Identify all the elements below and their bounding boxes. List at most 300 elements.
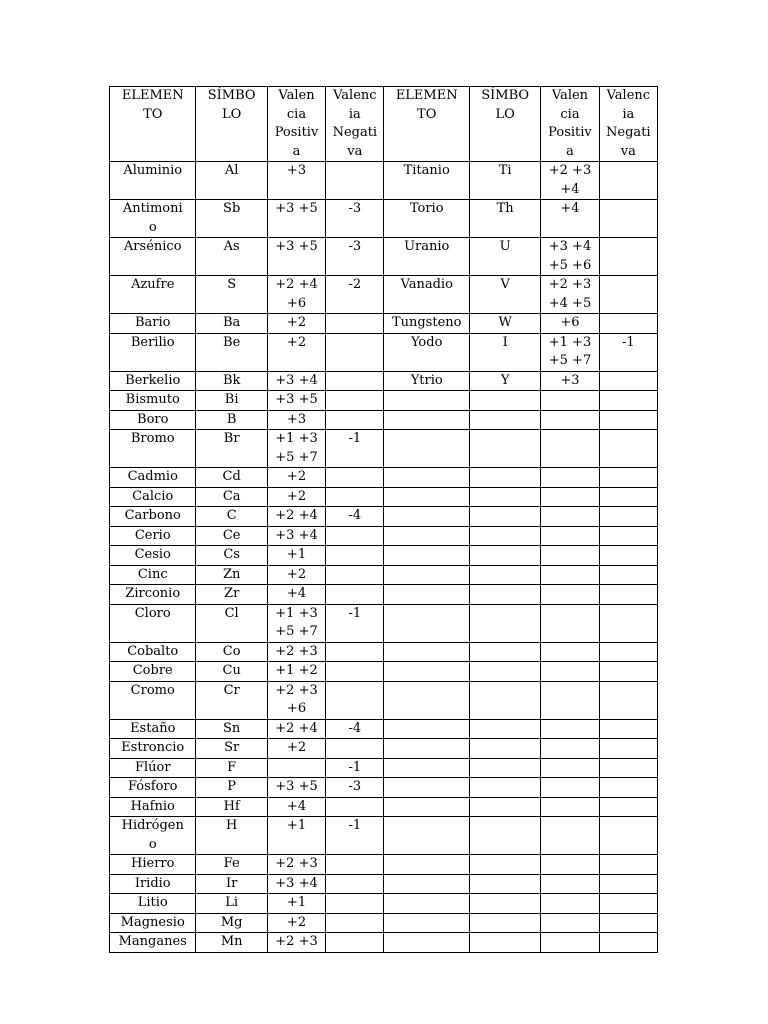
right-element-cell — [384, 778, 469, 798]
right-negative-valence-cell — [599, 526, 657, 546]
right-symbol-cell — [469, 507, 540, 527]
cell-text: Sn — [223, 720, 241, 736]
right-symbol-cell — [469, 604, 540, 642]
cell-text: Cd — [222, 469, 241, 484]
left-positive-valence-cell — [267, 526, 325, 546]
table-row — [110, 333, 658, 371]
right-positive-valence-cell — [541, 371, 599, 391]
left-symbol-cell — [196, 526, 267, 546]
right-positive-valence-cell — [541, 410, 599, 430]
header-negative-valence — [599, 87, 657, 162]
right-positive-valence-cell — [541, 933, 599, 953]
right-positive-valence-cell — [541, 526, 599, 546]
right-negative-valence-cell — [599, 855, 657, 875]
left-symbol-cell — [196, 817, 267, 855]
cell-text: TO — [143, 106, 163, 122]
left-symbol-cell — [196, 371, 267, 391]
left-element-cell — [110, 642, 196, 662]
cell-text: +2 +4 — [275, 277, 318, 292]
right-symbol-cell — [469, 913, 540, 933]
cell-text: Cadmio — [127, 469, 178, 484]
left-symbol-cell — [196, 778, 267, 798]
cell-text: Hafnio — [130, 798, 175, 814]
right-element-cell — [384, 430, 469, 468]
cell-text: Uranio — [404, 239, 450, 254]
left-positive-valence-cell — [267, 913, 325, 933]
cell-text: Y — [500, 372, 510, 388]
right-positive-valence-cell — [541, 681, 599, 719]
cell-text: +1 — [286, 547, 307, 562]
table-row — [110, 662, 658, 682]
table-row — [110, 933, 658, 953]
right-symbol-cell — [469, 758, 540, 778]
header-element — [110, 87, 196, 162]
right-positive-valence-cell — [541, 238, 599, 276]
left-element-cell — [110, 817, 196, 855]
right-positive-valence-cell — [541, 778, 599, 798]
cell-text: +6 — [286, 295, 307, 311]
cell-text: Antimoni — [122, 201, 183, 216]
left-negative-valence-cell — [326, 430, 384, 468]
cell-text: -1 — [348, 759, 362, 775]
left-positive-valence-cell — [267, 314, 325, 334]
table-row — [110, 681, 658, 719]
table-row — [110, 430, 658, 468]
right-element-cell — [384, 276, 469, 314]
cell-text: Positiv — [548, 125, 592, 140]
right-negative-valence-cell — [599, 933, 657, 953]
left-negative-valence-cell — [326, 719, 384, 739]
left-negative-valence-cell — [326, 276, 384, 314]
left-negative-valence-cell — [326, 410, 384, 430]
left-symbol-cell — [196, 333, 267, 371]
left-negative-valence-cell — [326, 894, 384, 914]
cell-text: +2 +3 — [275, 856, 318, 871]
left-negative-valence-cell — [326, 662, 384, 682]
cell-text: +2 +4 — [275, 508, 318, 523]
table-row — [110, 855, 658, 875]
cell-text: Hidrógen — [121, 818, 184, 833]
cell-text: +4 +5 — [548, 295, 592, 311]
cell-text: +6 — [560, 315, 580, 330]
cell-text: va — [620, 143, 636, 159]
cell-text: Negati — [332, 125, 378, 140]
cell-text: +2 — [286, 488, 307, 504]
left-positive-valence-cell — [267, 778, 325, 798]
left-positive-valence-cell — [267, 430, 325, 468]
right-element-cell — [384, 468, 469, 488]
left-negative-valence-cell — [326, 758, 384, 778]
cell-text: Cobalto — [127, 643, 179, 659]
cell-text: +5 +6 — [548, 257, 592, 273]
cell-text: Cesio — [134, 547, 171, 562]
cell-text: Iridio — [134, 875, 171, 891]
right-symbol-cell — [469, 894, 540, 914]
left-negative-valence-cell — [326, 507, 384, 527]
cell-text: H — [225, 818, 238, 833]
right-element-cell — [384, 797, 469, 817]
table-row — [110, 162, 658, 200]
cell-text: Ca — [222, 488, 241, 504]
table-row — [110, 642, 658, 662]
left-positive-valence-cell — [267, 894, 325, 914]
cell-text: Valen — [551, 88, 589, 103]
right-element-cell — [384, 391, 469, 411]
left-positive-valence-cell — [267, 642, 325, 662]
right-negative-valence-cell — [599, 778, 657, 798]
cell-text: +4 — [286, 586, 307, 601]
right-positive-valence-cell — [541, 719, 599, 739]
left-element-cell — [110, 758, 196, 778]
cell-text: Hierro — [131, 856, 175, 871]
cell-text: -3 — [348, 779, 362, 794]
cell-text: Aluminio — [123, 163, 183, 178]
left-positive-valence-cell — [267, 371, 325, 391]
left-positive-valence-cell — [267, 758, 325, 778]
right-element-cell — [384, 585, 469, 605]
left-symbol-cell — [196, 913, 267, 933]
cell-text: B — [226, 411, 237, 427]
left-positive-valence-cell — [267, 585, 325, 605]
cell-text: Cl — [224, 605, 239, 621]
cell-text: LO — [495, 106, 515, 122]
left-negative-valence-cell — [326, 681, 384, 719]
left-positive-valence-cell — [267, 410, 325, 430]
right-element-cell — [384, 565, 469, 585]
right-negative-valence-cell — [599, 739, 657, 759]
left-positive-valence-cell — [267, 468, 325, 488]
left-symbol-cell — [196, 739, 267, 759]
left-symbol-cell — [196, 276, 267, 314]
table-row — [110, 546, 658, 566]
left-element-cell — [110, 855, 196, 875]
left-negative-valence-cell — [326, 314, 384, 334]
cell-text: +3 +4 — [275, 527, 318, 543]
cell-text: Berkelio — [125, 372, 181, 388]
left-positive-valence-cell — [267, 391, 325, 411]
left-element-cell — [110, 371, 196, 391]
cell-text: Valen — [278, 88, 315, 103]
left-negative-valence-cell — [326, 565, 384, 585]
table-row — [110, 410, 658, 430]
right-element-cell — [384, 933, 469, 953]
cell-text: Estroncio — [121, 740, 185, 755]
cell-text: Negati — [606, 125, 651, 140]
header-positive-valence — [267, 87, 325, 162]
cell-text: a — [292, 143, 301, 159]
right-symbol-cell — [469, 430, 540, 468]
cell-text: Titanio — [403, 163, 450, 178]
right-symbol-cell — [469, 238, 540, 276]
left-element-cell — [110, 913, 196, 933]
cell-text: Al — [224, 163, 239, 178]
cell-text: Cloro — [134, 605, 171, 621]
left-positive-valence-cell — [267, 739, 325, 759]
right-negative-valence-cell — [599, 410, 657, 430]
header-positive-valence — [541, 87, 599, 162]
right-element-cell — [384, 238, 469, 276]
left-symbol-cell — [196, 855, 267, 875]
left-positive-valence-cell — [267, 817, 325, 855]
cell-text: +2 +3 — [548, 277, 592, 292]
right-element-cell — [384, 874, 469, 894]
right-positive-valence-cell — [541, 874, 599, 894]
cell-text: +1 +3 — [548, 334, 592, 350]
left-positive-valence-cell — [267, 797, 325, 817]
right-element-cell — [384, 758, 469, 778]
left-negative-valence-cell — [326, 778, 384, 798]
left-element-cell — [110, 314, 196, 334]
cell-text: +3 +4 — [275, 875, 318, 891]
left-element-cell — [110, 604, 196, 642]
left-symbol-cell — [196, 874, 267, 894]
cell-text: SÍMBO — [481, 88, 530, 103]
cell-text: Sb — [223, 201, 241, 216]
cell-text: +2 — [286, 334, 307, 350]
right-positive-valence-cell — [541, 662, 599, 682]
cell-text: +1 — [286, 818, 307, 833]
right-negative-valence-cell — [599, 487, 657, 507]
left-negative-valence-cell — [326, 797, 384, 817]
left-element-cell — [110, 430, 196, 468]
cell-text: +2 — [286, 740, 307, 755]
cell-text: C — [226, 508, 237, 523]
cell-text: +2 — [286, 315, 307, 330]
right-negative-valence-cell — [599, 913, 657, 933]
cell-text: Cobre — [132, 663, 173, 678]
right-positive-valence-cell — [541, 314, 599, 334]
left-element-cell — [110, 162, 196, 200]
cell-text: Bario — [134, 315, 171, 330]
left-positive-valence-cell — [267, 681, 325, 719]
cell-text: +4 — [560, 201, 580, 216]
cell-text: Zr — [224, 586, 240, 601]
right-positive-valence-cell — [541, 468, 599, 488]
right-positive-valence-cell — [541, 894, 599, 914]
left-element-cell — [110, 410, 196, 430]
right-symbol-cell — [469, 778, 540, 798]
right-symbol-cell — [469, 546, 540, 566]
cell-text: TO — [417, 106, 437, 122]
cell-text: +3 +5 — [275, 201, 318, 216]
left-element-cell — [110, 933, 196, 953]
cell-text: Valenc — [606, 88, 651, 103]
cell-text: Carbono — [124, 508, 181, 523]
cell-text: Zn — [222, 566, 241, 582]
right-element-cell — [384, 371, 469, 391]
cell-text: -1 — [348, 431, 362, 446]
cell-text: Tungsteno — [391, 315, 462, 330]
cell-text: Ti — [498, 163, 512, 178]
right-symbol-cell — [469, 662, 540, 682]
right-element-cell — [384, 162, 469, 200]
left-positive-valence-cell — [267, 200, 325, 238]
right-element-cell — [384, 642, 469, 662]
left-element-cell — [110, 874, 196, 894]
cell-text: Ir — [225, 875, 238, 891]
right-element-cell — [384, 314, 469, 334]
right-symbol-cell — [469, 410, 540, 430]
right-element-cell — [384, 604, 469, 642]
right-symbol-cell — [469, 333, 540, 371]
right-positive-valence-cell — [541, 430, 599, 468]
cell-text: Ytrio — [410, 372, 443, 388]
right-positive-valence-cell — [541, 162, 599, 200]
left-positive-valence-cell — [267, 565, 325, 585]
right-positive-valence-cell — [541, 817, 599, 855]
right-element-cell — [384, 681, 469, 719]
table-row — [110, 468, 658, 488]
right-positive-valence-cell — [541, 642, 599, 662]
left-positive-valence-cell — [267, 662, 325, 682]
right-positive-valence-cell — [541, 507, 599, 527]
left-negative-valence-cell — [326, 642, 384, 662]
cell-text: +5 +7 — [548, 353, 592, 368]
cell-text: Li — [225, 895, 239, 910]
cell-text: +2 +3 — [275, 682, 318, 698]
left-negative-valence-cell — [326, 855, 384, 875]
left-symbol-cell — [196, 894, 267, 914]
right-negative-valence-cell — [599, 314, 657, 334]
right-negative-valence-cell — [599, 642, 657, 662]
right-element-cell — [384, 507, 469, 527]
cell-text: Vanadio — [400, 277, 453, 292]
cell-text: cia — [560, 106, 580, 122]
cell-text: o — [148, 219, 157, 235]
right-positive-valence-cell — [541, 797, 599, 817]
cell-text: F — [227, 759, 237, 775]
right-symbol-cell — [469, 681, 540, 719]
left-symbol-cell — [196, 162, 267, 200]
cell-text: Cerio — [134, 527, 171, 543]
cell-text: +6 — [286, 701, 307, 716]
cell-text: +4 — [286, 798, 307, 814]
right-negative-valence-cell — [599, 817, 657, 855]
right-positive-valence-cell — [541, 333, 599, 371]
right-symbol-cell — [469, 817, 540, 855]
cell-text: +3 +5 — [275, 392, 318, 407]
cell-text: -1 — [348, 605, 362, 621]
table-row — [110, 200, 658, 238]
right-element-cell — [384, 487, 469, 507]
right-negative-valence-cell — [599, 333, 657, 371]
cell-text: Boro — [137, 411, 169, 427]
right-symbol-cell — [469, 642, 540, 662]
cell-text: Bromo — [130, 431, 175, 446]
cell-text: Azufre — [131, 277, 175, 292]
table-row — [110, 276, 658, 314]
left-element-cell — [110, 507, 196, 527]
left-symbol-cell — [196, 238, 267, 276]
cell-text: Bismuto — [125, 392, 180, 407]
cell-text: Cs — [223, 547, 240, 562]
left-negative-valence-cell — [326, 238, 384, 276]
left-symbol-cell — [196, 200, 267, 238]
cell-text: Ba — [223, 315, 241, 330]
cell-text: +3 — [286, 163, 307, 178]
right-negative-valence-cell — [599, 565, 657, 585]
cell-text: ELEMEN — [395, 88, 458, 103]
cell-text: +4 — [560, 181, 580, 197]
cell-text: -1 — [621, 334, 635, 350]
left-element-cell — [110, 739, 196, 759]
cell-text: S — [227, 277, 237, 292]
right-positive-valence-cell — [541, 758, 599, 778]
right-element-cell — [384, 719, 469, 739]
cell-text: U — [499, 239, 511, 254]
right-element-cell — [384, 817, 469, 855]
table-row — [110, 507, 658, 527]
cell-text: Fe — [223, 856, 240, 871]
right-symbol-cell — [469, 200, 540, 238]
right-symbol-cell — [469, 276, 540, 314]
right-negative-valence-cell — [599, 681, 657, 719]
right-positive-valence-cell — [541, 546, 599, 566]
cell-text: Hf — [223, 798, 240, 814]
right-symbol-cell — [469, 162, 540, 200]
header-symbol — [469, 87, 540, 162]
right-positive-valence-cell — [541, 565, 599, 585]
left-positive-valence-cell — [267, 162, 325, 200]
left-element-cell — [110, 468, 196, 488]
left-symbol-cell — [196, 719, 267, 739]
right-positive-valence-cell — [541, 604, 599, 642]
right-negative-valence-cell — [599, 430, 657, 468]
cell-text: cia — [286, 106, 307, 122]
left-positive-valence-cell — [267, 874, 325, 894]
cell-text: Litio — [137, 895, 168, 910]
cell-text: -3 — [348, 201, 362, 216]
right-negative-valence-cell — [599, 874, 657, 894]
cell-text: -4 — [348, 720, 362, 736]
left-negative-valence-cell — [326, 739, 384, 759]
right-positive-valence-cell — [541, 739, 599, 759]
left-negative-valence-cell — [326, 487, 384, 507]
header-symbol — [196, 87, 267, 162]
cell-text: +1 +3 — [275, 605, 318, 621]
left-symbol-cell — [196, 604, 267, 642]
table-row — [110, 894, 658, 914]
cell-text: Zirconio — [125, 586, 181, 601]
right-negative-valence-cell — [599, 468, 657, 488]
left-symbol-cell — [196, 468, 267, 488]
cell-text: +2 +3 — [275, 643, 318, 659]
table-row — [110, 371, 658, 391]
right-negative-valence-cell — [599, 894, 657, 914]
table-row — [110, 719, 658, 739]
cell-text: ia — [348, 106, 361, 122]
left-negative-valence-cell — [326, 604, 384, 642]
left-positive-valence-cell — [267, 546, 325, 566]
cell-text: Torio — [409, 201, 444, 216]
right-positive-valence-cell — [541, 487, 599, 507]
table-row — [110, 758, 658, 778]
right-negative-valence-cell — [599, 797, 657, 817]
cell-text: I — [502, 334, 508, 350]
left-element-cell — [110, 200, 196, 238]
left-symbol-cell — [196, 546, 267, 566]
left-negative-valence-cell — [326, 546, 384, 566]
right-symbol-cell — [469, 565, 540, 585]
cell-text: -4 — [348, 508, 362, 523]
header-element — [384, 87, 469, 162]
cell-text: +1 — [286, 895, 307, 910]
cell-text: a — [566, 143, 574, 159]
right-positive-valence-cell — [541, 276, 599, 314]
left-element-cell — [110, 526, 196, 546]
right-symbol-cell — [469, 468, 540, 488]
cell-text: P — [227, 779, 237, 794]
